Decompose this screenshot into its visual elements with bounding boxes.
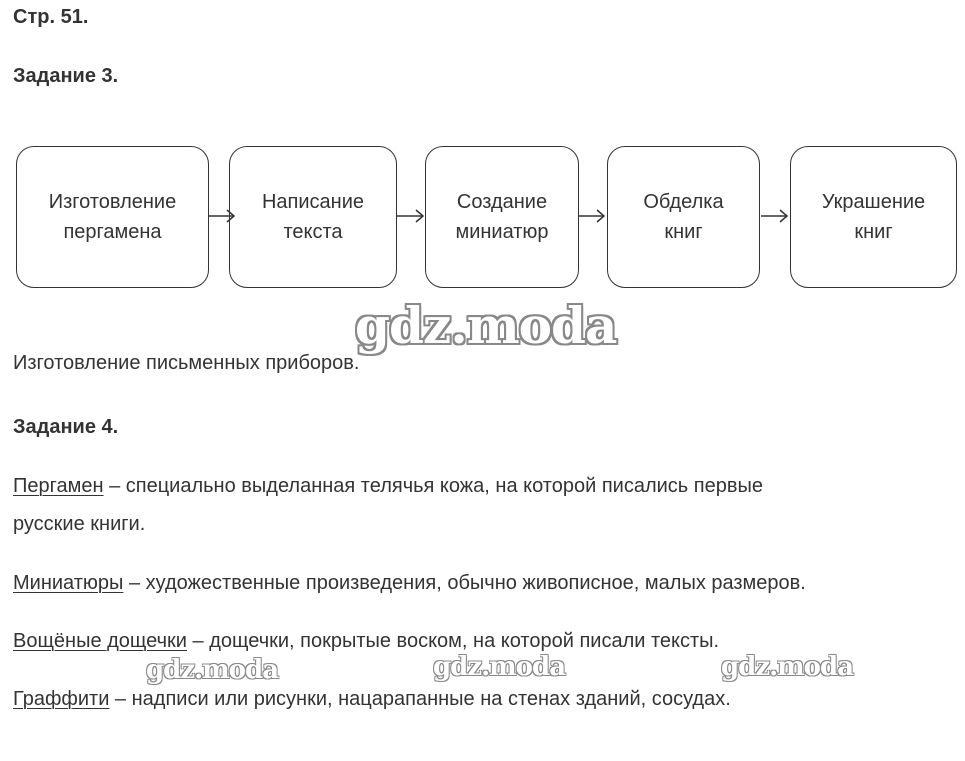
definition-text: – художественные произведения, обычно живописное, малых размеров.	[123, 572, 806, 594]
flow-step: Изготовление пергамена	[16, 146, 209, 288]
flow-step: Создание миниатюр	[425, 146, 579, 288]
definition-paragraph	[13, 564, 953, 602]
watermark: gdz.moda	[433, 652, 566, 682]
arrow-right-icon	[396, 207, 426, 225]
definition-term: Вощёные дощечки	[13, 630, 187, 652]
arrow-right-icon	[577, 207, 607, 225]
task3-answer: Изготовление письменных приборов.	[13, 352, 360, 374]
definition-term: Граффити	[13, 688, 110, 710]
definition-text: – надписи или рисунки, нацарапанные на стенах зданий, сосудах.	[109, 688, 731, 710]
watermark: gdz.moda	[355, 296, 617, 355]
task4-title: Задание 4.	[13, 416, 119, 438]
definition-text: – дощечки, покрытые воском, на которой писали тексты.	[186, 630, 720, 652]
definition-text: – специально выделанная телячья кожа, на которой писались первые	[103, 475, 763, 497]
definition-paragraph	[13, 467, 953, 543]
task3-title: Задание 3.	[13, 65, 119, 87]
definition-term: Миниатюры	[13, 572, 124, 594]
definition-term: Пергамен	[13, 475, 104, 497]
flow-step: Обделка книг	[607, 146, 760, 288]
flow-step: Украшение книг	[790, 146, 957, 288]
definition-paragraph	[13, 680, 953, 718]
watermark: gdz.moda	[721, 652, 854, 682]
definition-text-continued: русские книги.	[13, 513, 146, 535]
flow-step: Написание текста	[229, 146, 397, 288]
watermark: gdz.moda	[146, 655, 279, 685]
arrow-right-icon	[760, 207, 790, 225]
page-label: Стр. 51.	[13, 6, 89, 28]
